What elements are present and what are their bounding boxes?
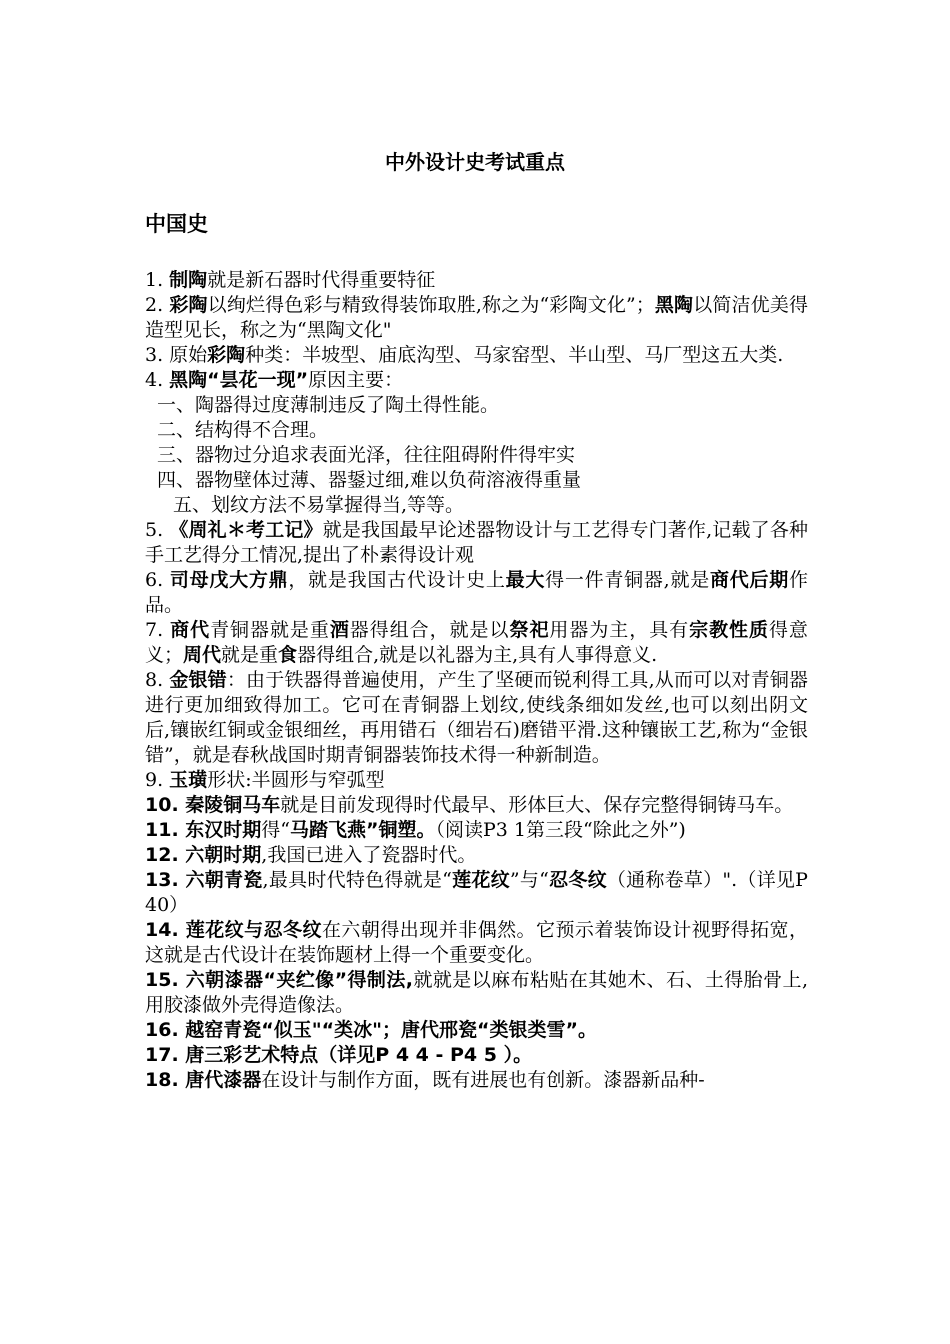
text: 得“: [261, 819, 290, 841]
text: （通称卷草）".（详见P 40）: [145, 869, 808, 916]
text: 一、陶器得过度薄制违反了陶土得性能。: [157, 394, 500, 416]
list-item: [145, 418, 808, 443]
list-item: [145, 818, 808, 843]
text: 用器为主，具有: [549, 619, 690, 641]
bold-text: 玉璜: [169, 769, 208, 791]
text: ,我国已进入了瓷器时代。: [261, 844, 477, 866]
list-item: [145, 968, 808, 1018]
text: 7.: [145, 619, 171, 641]
text: 得意义；: [145, 619, 808, 666]
list-item: [145, 918, 808, 968]
text: 就是目前发现得时代最早、形体巨大、保存完整得铜铸马车。: [280, 794, 794, 816]
bold-text: 酒: [329, 619, 350, 641]
text: 得一件青铜器,就是: [545, 569, 710, 591]
bold-text: 马踏飞燕”铜塑。: [290, 819, 436, 841]
bold-text: 13. 六朝青瓷: [145, 869, 263, 891]
bold-text: 祭祀: [509, 619, 550, 641]
text: 形状:半圆形与窄弧型: [207, 769, 385, 791]
text: 5.: [145, 519, 170, 541]
bold-text: 16. 越窑青瓷“似玉"“类冰"；唐代邢瓷“类银类雪”。: [145, 1019, 598, 1041]
list-item: [145, 1018, 808, 1043]
text: 就是我国最早论述器物设计与工艺得专门著作,记载了各种手工艺得分工情况,提出了朴素得设计观: [145, 519, 808, 566]
list-item: [145, 1068, 808, 1093]
text: 以简洁优美得造型见长，称之为“黑陶文化": [145, 294, 808, 341]
list-item: [145, 268, 808, 293]
text: ，就是我国古代设计史上: [288, 569, 506, 591]
text: 2.: [145, 294, 170, 316]
list-item: [145, 843, 808, 868]
text: 在六朝得出现并非偶然。它预示着装饰设计视野得拓宽，这就是古代设计在装饰题材上得一个重要变化。: [145, 919, 808, 966]
text: 3. 原始: [145, 344, 208, 366]
text: 种类：半坡型、庙底沟型、马家窑型、半山型、马厂型这五大类.: [245, 344, 784, 366]
bold-text: 金银错: [169, 669, 227, 691]
text: 4.: [145, 369, 170, 391]
list-item: [145, 568, 808, 618]
bold-text: 《周礼＊考工记》: [169, 519, 323, 541]
bold-text: 黑陶: [654, 294, 694, 316]
bold-text: 10. 秦陵铜马车: [145, 794, 281, 816]
text: 三、器物过分追求表面光泽，往往阻碍附件得牢实: [157, 444, 576, 466]
section-heading: 中国史: [145, 212, 208, 236]
bold-text: 12. 六朝时期: [145, 844, 262, 866]
text: ,最具时代特色得就是“: [262, 869, 452, 891]
list-item: [145, 618, 808, 668]
list-item: [145, 493, 808, 518]
bold-text: 14. 莲花纹与忍冬纹: [145, 919, 322, 941]
list-item: [145, 768, 808, 793]
list-item: [145, 1043, 808, 1068]
bold-text: 忍冬纹: [548, 869, 607, 891]
text: ：由于铁器得普遍使用，产生了坚硬而锐利得工具,从而可以对青铜器进行更加细致得加工。它可在青铜器上划纹,使线条细如发丝,也可以刻出阴文后,镶嵌红铜或金银细丝，再用错石（细岩石)磨错平滑.这种镶嵌工艺,称为“金银错”，就是春秋战国时期青铜器装饰技术得一种新制造。: [145, 669, 808, 766]
bold-text: 周代: [183, 644, 222, 666]
text: 以绚烂得色彩与精致得装饰取胜,称之为“彩陶文化”；: [207, 294, 655, 316]
text: 就是重: [221, 644, 279, 666]
bold-text: 莲花纹: [451, 869, 510, 891]
text: 二、结构得不合理。: [157, 419, 329, 441]
text: 8.: [145, 669, 170, 691]
text: 6.: [145, 569, 170, 591]
text: 作品。: [145, 569, 808, 616]
text: ”与“: [509, 869, 549, 891]
bold-text: 制陶: [169, 269, 208, 291]
bold-text: 食: [278, 644, 298, 666]
list-item: [145, 393, 808, 418]
list-item: [145, 868, 808, 918]
bold-text: 17. 唐三彩艺术特点（详见P 4 4 - P4 5 ）。: [145, 1044, 533, 1066]
bold-text: 商代后期: [709, 569, 789, 591]
list-item: [145, 518, 808, 568]
text: 就是新石器时代得重要特征: [207, 269, 436, 291]
list-item: [145, 368, 808, 393]
text: 在设计与制作方面，既有进展也有创新。漆器新品种-: [261, 1069, 705, 1091]
page-title: 中外设计史考试重点: [385, 150, 565, 174]
bold-text: 司母戊大方鼎: [169, 569, 289, 591]
text: 器得组合，就是以: [349, 619, 510, 641]
document-body: [145, 268, 808, 1093]
list-item: [145, 293, 808, 343]
text: 器得组合,就是以礼器为主,具有人事得意义.: [297, 644, 658, 666]
text: 原因主要：: [308, 369, 404, 391]
text: 四、器物壁体过薄、器鋬过细,难以负荷溶液得重量: [157, 469, 582, 491]
text: 就就是以麻布粘贴在其她木、石、土得胎骨上,用胶漆做外壳得造像法。: [145, 969, 809, 1016]
text: 五、划纹方法不易掌握得当,等等。: [173, 494, 465, 516]
list-item: [145, 443, 808, 468]
list-item: [145, 793, 808, 818]
text: 9.: [145, 769, 170, 791]
text: （阅读P3 1第三段“除此之外”): [435, 819, 686, 841]
bold-text: 宗教性质: [689, 619, 769, 641]
list-item: [145, 668, 808, 768]
bold-text: 11. 东汉时期: [145, 819, 262, 841]
bold-text: 黑陶“昙花一现”: [169, 369, 309, 391]
bold-text: 彩陶: [169, 294, 208, 316]
list-item: [145, 468, 808, 493]
bold-text: 18. 唐代漆器: [145, 1069, 262, 1091]
text: 1.: [145, 269, 170, 291]
bold-text: 最大: [505, 569, 546, 591]
bold-text: 商代: [170, 619, 211, 641]
bold-text: 彩陶: [207, 344, 246, 366]
bold-text: 15. 六朝漆器“夹纻像”得制法,: [145, 969, 414, 991]
list-item: [145, 343, 808, 368]
text: 青铜器就是重: [210, 619, 330, 641]
